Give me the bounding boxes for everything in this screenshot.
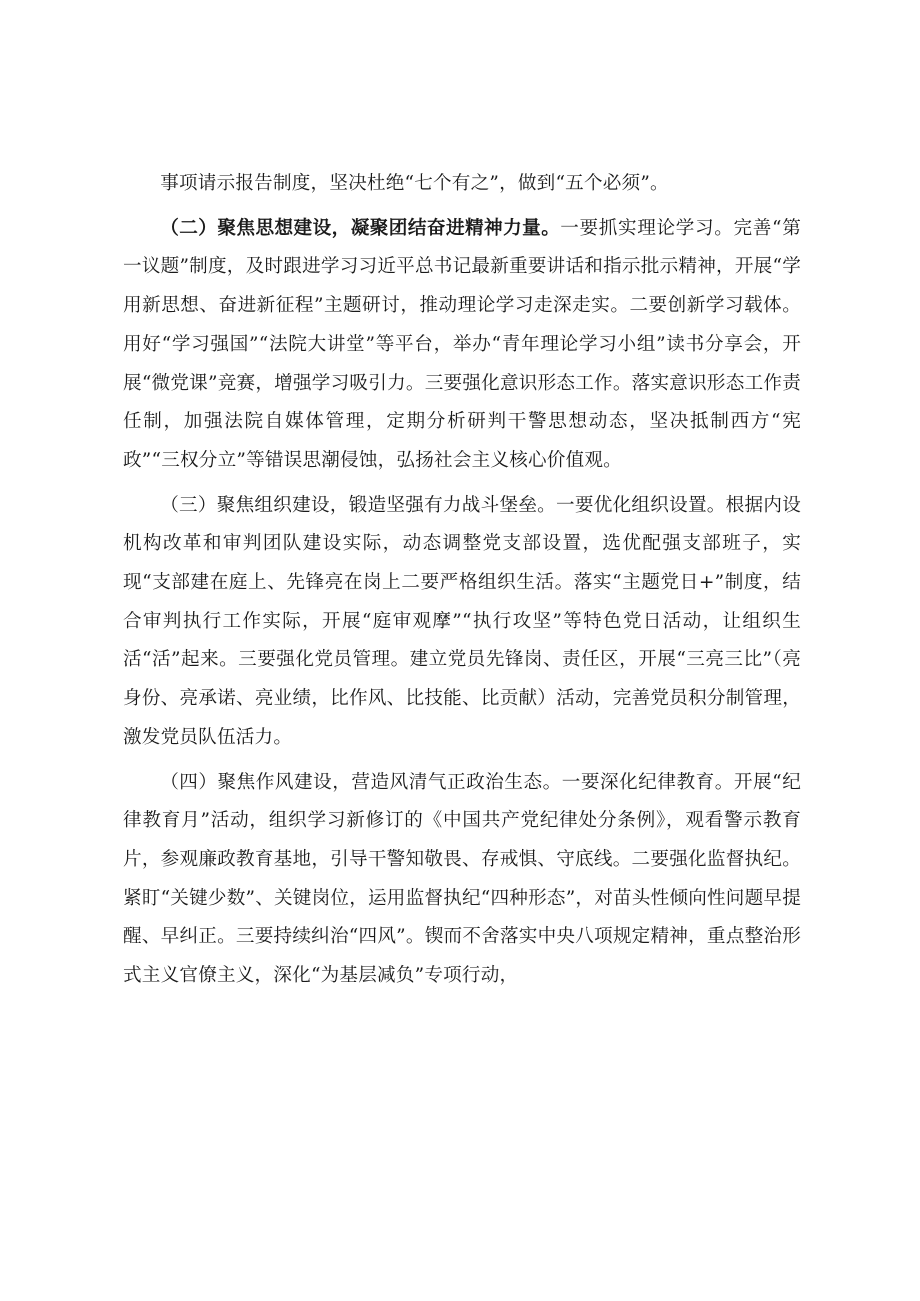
paragraph-text: 一要抓实理论学习。完善“第一议题”制度，及时跟进学习习近平总书记最新重要讲话和指示批示精神，开展“学用新思想、奋进新征程”主题研讨，推动理论学习走深走实。二要创新学习载体。用好“学习强国”“法院大讲堂”等平台，举办“青年理论学习小组”读书分享会，开展“微党课”竞赛，增强学习吸引力。三要强化意识形态工作。落实意识形态工作责任制，加强法院自媒体管理，定期分析研判干警思想动态，坚决抵制西方“宪政”“三权分立”等错误思潮侵蚀，弘扬社会主义核心价值观。 (123, 217, 801, 471)
paragraph-text: （四）聚焦作风建设，营造风清气正政治生态。一要深化纪律教育。开展“纪律教育月”活动，组织学习新修订的《中国共产党纪律处分条例》，观看警示教育片，参观廉政教育基地，引导干警知敬畏、存戒惧、守底线。二要强化监督执纪。紧盯“关键少数”、关键岗位，运用监督执纪“四种形态”，对苗头性倾向性问题早提醒、早纠正。三要持续纠治“四风”。锲而不舍落实中央八项规定精神，重点整治形式主义官僚主义，深化“为基层减负”专项行动， (123, 771, 801, 987)
document-body (123, 165, 801, 996)
paragraph-section-3 (123, 487, 801, 758)
paragraph-text: 事项请示报告制度，坚决杜绝“七个有之”，做到“五个必须”。 (160, 173, 669, 194)
paragraph-continuation (123, 165, 801, 204)
paragraph-section-4 (123, 764, 801, 996)
section-heading: （二）聚焦思想建设，凝聚团结奋进精神力量。 (160, 217, 561, 239)
paragraph-text: （三）聚焦组织建设，锻造坚强有力战斗堡垒。一要优化组织设置。根据内设机构改革和审判团队建设实际，动态调整党支部设置，选优配强支部班子，实现“支部建在庭上、先锋亮在岗上二要严格组织生活。落实“主题党日+”制度，结合审判执行工作实际，开展“庭审观摩”“执行攻坚”等特色党日活动，让组织生活“活”起来。三要强化党员管理。建立党员先锋岗、责任区，开展“三亮三比”（亮身份、亮承诺、亮业绩，比作风、比技能、比贡献）活动，完善党员积分制管理，激发党员队伍活力。 (123, 494, 801, 748)
paragraph-section-2 (123, 210, 801, 481)
